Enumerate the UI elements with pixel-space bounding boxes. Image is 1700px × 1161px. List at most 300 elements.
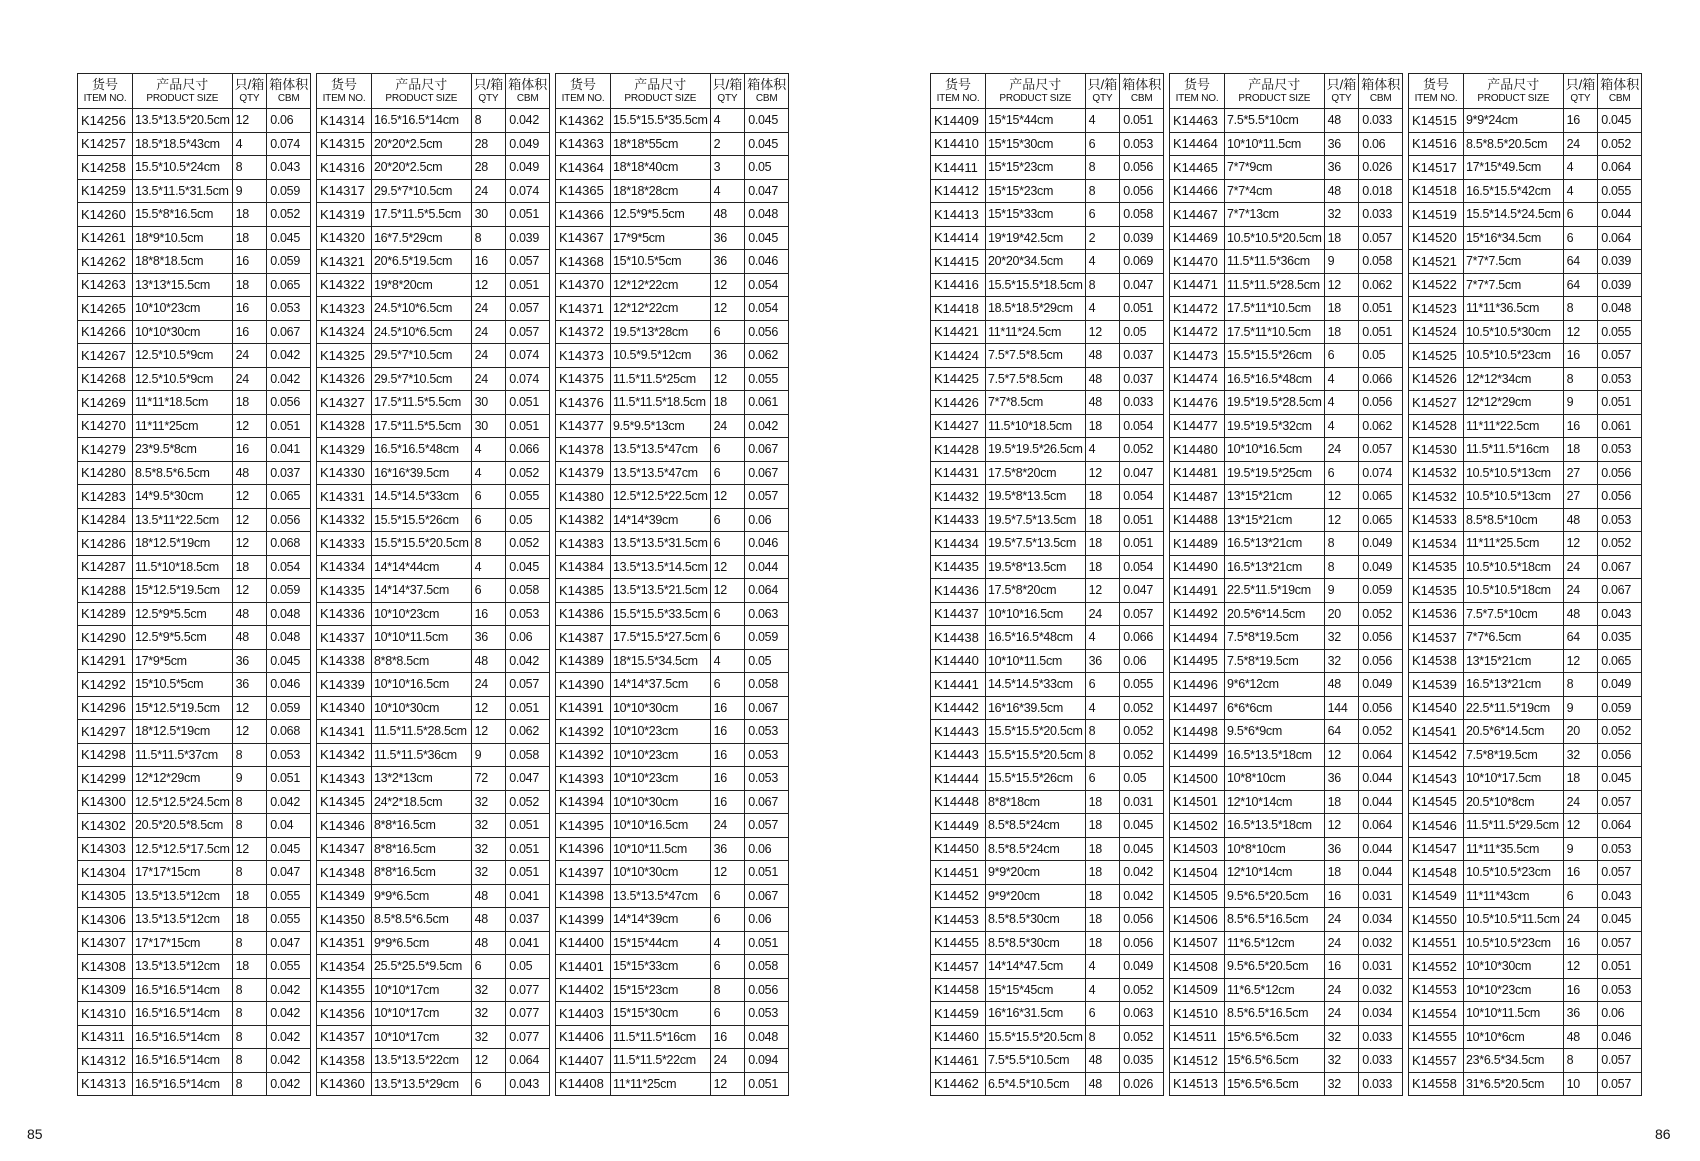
product-size-cell: 10*8*10cm — [1225, 837, 1325, 861]
product-size-cell: 15.5*15.5*26cm — [372, 508, 472, 532]
table-row — [1409, 132, 1642, 156]
item-no-cell: K14389 — [556, 649, 611, 673]
product-size-cell: 18*12.5*19cm — [133, 720, 233, 744]
item-no-header-cn: 货号 — [330, 77, 357, 92]
cbm-cell: 0.033 — [1359, 1049, 1403, 1073]
item-no-cell: K14466 — [1170, 179, 1225, 203]
item-no-cell: K14472 — [1170, 320, 1225, 344]
qty-header — [1563, 74, 1598, 109]
table-row — [1409, 485, 1642, 509]
cbm-cell: 0.06 — [1120, 649, 1164, 673]
qty-cell: 12 — [710, 861, 745, 885]
qty-cell: 4 — [1085, 438, 1120, 462]
product-size-cell: 11.5*11.5*16cm — [611, 1025, 711, 1049]
table-row — [1170, 273, 1403, 297]
cbm-cell: 0.043 — [1598, 884, 1642, 908]
table-row — [1409, 1002, 1642, 1026]
qty-cell: 4 — [1563, 156, 1598, 180]
item-no-cell: K14329 — [317, 438, 372, 462]
item-no-cell: K14448 — [931, 790, 986, 814]
cbm-cell: 0.045 — [506, 555, 550, 579]
product-size-cell: 10*10*23cm — [611, 767, 711, 791]
qty-cell: 8 — [1563, 673, 1598, 697]
product-size-cell: 11*11*22.5cm — [1464, 414, 1564, 438]
table-row — [556, 814, 789, 838]
qty-cell: 6 — [1324, 344, 1359, 368]
cbm-cell: 0.059 — [267, 250, 311, 274]
product-size-cell: 15.5*15.5*20.5cm — [986, 1025, 1086, 1049]
cbm-cell: 0.045 — [1598, 109, 1642, 133]
qty-cell: 16 — [1324, 884, 1359, 908]
cbm-cell: 0.042 — [267, 1072, 311, 1096]
item-no-cell: K14508 — [1170, 955, 1225, 979]
cbm-cell: 0.044 — [1359, 767, 1403, 791]
cbm-cell: 0.053 — [1598, 438, 1642, 462]
item-no-cell: K14509 — [1170, 978, 1225, 1002]
product-size-cell: 10*10*23cm — [611, 743, 711, 767]
item-no-cell: K14498 — [1170, 720, 1225, 744]
item-no-cell: K14350 — [317, 908, 372, 932]
item-no-cell: K14326 — [317, 367, 372, 391]
qty-cell: 8 — [1563, 297, 1598, 321]
qty-cell: 32 — [471, 814, 506, 838]
cbm-cell: 0.051 — [745, 1072, 789, 1096]
cbm-cell: 0.053 — [745, 720, 789, 744]
product-size-cell: 12*12*22cm — [611, 273, 711, 297]
cbm-cell: 0.053 — [745, 767, 789, 791]
qty-cell: 18 — [1085, 414, 1120, 438]
item-no-cell: K14325 — [317, 344, 372, 368]
item-no-cell: K14338 — [317, 649, 372, 673]
item-no-cell: K14390 — [556, 673, 611, 697]
table-row — [556, 767, 789, 791]
table-row — [931, 179, 1164, 203]
table-row — [556, 579, 789, 603]
item-no-cell: K14535 — [1409, 555, 1464, 579]
cbm-cell: 0.051 — [267, 414, 311, 438]
product-size-cell: 7.5*7.5*8.5cm — [986, 367, 1086, 391]
qty-cell: 18 — [1324, 790, 1359, 814]
cbm-cell: 0.052 — [1120, 696, 1164, 720]
qty-cell: 6 — [710, 626, 745, 650]
qty-cell: 18 — [1085, 884, 1120, 908]
table-row — [556, 485, 789, 509]
table-row — [78, 109, 311, 133]
item-no-cell: K14467 — [1170, 203, 1225, 227]
item-no-cell: K14257 — [78, 132, 133, 156]
product-size-cell: 7*7*13cm — [1225, 203, 1325, 227]
cbm-cell: 0.065 — [267, 485, 311, 509]
qty-cell: 18 — [232, 908, 267, 932]
cbm-header-cn: 箱体积 — [1122, 77, 1162, 92]
table-row — [1409, 203, 1642, 227]
product-size-cell: 7.5*5.5*10.5cm — [986, 1049, 1086, 1073]
item-no-cell: K14259 — [78, 179, 133, 203]
cbm-cell: 0.056 — [267, 508, 311, 532]
product-size-cell: 20*6.5*19.5cm — [372, 250, 472, 274]
product-size-cell: 18*15.5*34.5cm — [611, 649, 711, 673]
cbm-cell: 0.052 — [1598, 532, 1642, 556]
cbm-cell: 0.056 — [745, 320, 789, 344]
table-row — [78, 555, 311, 579]
product-size-cell: 17.5*8*20cm — [986, 461, 1086, 485]
cbm-cell: 0.069 — [1120, 250, 1164, 274]
cbm-cell: 0.074 — [1359, 461, 1403, 485]
product-size-cell: 16.5*13*21cm — [1225, 532, 1325, 556]
qty-cell: 36 — [232, 649, 267, 673]
cbm-cell: 0.058 — [1120, 203, 1164, 227]
table-row — [1409, 109, 1642, 133]
qty-cell: 48 — [1085, 1072, 1120, 1096]
item-no-cell: K14541 — [1409, 720, 1464, 744]
qty-cell: 24 — [710, 1049, 745, 1073]
cbm-cell: 0.058 — [745, 673, 789, 697]
qty-cell: 12 — [710, 579, 745, 603]
cbm-cell: 0.033 — [1359, 203, 1403, 227]
product-size-cell: 10.5*9.5*12cm — [611, 344, 711, 368]
item-no-cell: K14263 — [78, 273, 133, 297]
cbm-cell: 0.057 — [1120, 602, 1164, 626]
item-no-cell: K14410 — [931, 132, 986, 156]
product-size-cell: 9*9*6.5cm — [372, 884, 472, 908]
table-row — [1409, 367, 1642, 391]
cbm-cell: 0.064 — [1598, 814, 1642, 838]
product-size-cell: 17*17*15cm — [133, 861, 233, 885]
item-no-cell: K14332 — [317, 508, 372, 532]
table-row — [1409, 696, 1642, 720]
cbm-cell: 0.047 — [267, 861, 311, 885]
table-row — [931, 626, 1164, 650]
item-no-cell: K14327 — [317, 391, 372, 415]
table-row — [78, 579, 311, 603]
cbm-cell: 0.057 — [506, 297, 550, 321]
qty-cell: 12 — [1563, 320, 1598, 344]
cbm-header — [745, 74, 789, 109]
cbm-cell: 0.051 — [506, 861, 550, 885]
item-no-cell: K14385 — [556, 579, 611, 603]
qty-cell: 32 — [471, 837, 506, 861]
table-row — [1170, 250, 1403, 274]
item-no-cell: K14347 — [317, 837, 372, 861]
product-size-cell: 11*11*36.5cm — [1464, 297, 1564, 321]
product-size-cell: 17.5*11.5*5.5cm — [372, 414, 472, 438]
cbm-cell: 0.077 — [506, 978, 550, 1002]
product-size-cell: 7.5*7.5*8.5cm — [986, 344, 1086, 368]
table-row — [1409, 461, 1642, 485]
qty-cell: 8 — [1324, 532, 1359, 556]
product-size-cell: 11*11*24.5cm — [986, 320, 1086, 344]
item-no-cell: K14521 — [1409, 250, 1464, 274]
cbm-cell: 0.065 — [1359, 508, 1403, 532]
item-no-cell: K14427 — [931, 414, 986, 438]
qty-cell: 24 — [471, 320, 506, 344]
table-row — [931, 767, 1164, 791]
table-row — [931, 414, 1164, 438]
table-row — [1170, 673, 1403, 697]
product-size-cell: 19*8*20cm — [372, 273, 472, 297]
item-no-cell: K14313 — [78, 1072, 133, 1096]
cbm-cell: 0.042 — [267, 367, 311, 391]
cbm-cell: 0.052 — [1359, 720, 1403, 744]
item-no-cell: K14349 — [317, 884, 372, 908]
table-row — [1409, 532, 1642, 556]
cbm-cell: 0.044 — [1359, 861, 1403, 885]
table-row — [1409, 555, 1642, 579]
table-row — [931, 438, 1164, 462]
product-size-cell: 19*19*42.5cm — [986, 226, 1086, 250]
table-row — [317, 555, 550, 579]
product-size-cell: 24.5*10*6.5cm — [372, 320, 472, 344]
table-row — [1170, 790, 1403, 814]
qty-cell: 30 — [471, 414, 506, 438]
qty-cell: 6 — [1324, 461, 1359, 485]
table-row — [1170, 156, 1403, 180]
product-size-header-cn: 产品尺寸 — [634, 77, 687, 92]
item-no-header-en: ITEM NO. — [936, 93, 980, 104]
table-row — [1170, 1049, 1403, 1073]
product-size-cell: 15*16*34.5cm — [1464, 226, 1564, 250]
item-no-cell: K14324 — [317, 320, 372, 344]
qty-cell: 18 — [1324, 297, 1359, 321]
item-no-cell: K14434 — [931, 532, 986, 556]
product-size-cell: 10*10*17cm — [372, 1002, 472, 1026]
item-no-cell: K14415 — [931, 250, 986, 274]
qty-cell: 27 — [1563, 485, 1598, 509]
product-size-cell: 8.5*8.5*20.5cm — [1464, 132, 1564, 156]
item-no-cell: K14401 — [556, 955, 611, 979]
item-no-cell: K14487 — [1170, 485, 1225, 509]
cbm-cell: 0.05 — [1120, 320, 1164, 344]
item-no-cell: K14403 — [556, 1002, 611, 1026]
qty-cell: 8 — [1085, 273, 1120, 297]
item-no-cell: K14348 — [317, 861, 372, 885]
cbm-cell: 0.047 — [506, 767, 550, 791]
qty-cell: 18 — [232, 273, 267, 297]
table-row — [78, 931, 311, 955]
cbm-cell: 0.067 — [267, 320, 311, 344]
product-size-cell: 12*10*14cm — [1225, 790, 1325, 814]
table-row — [931, 908, 1164, 932]
cbm-cell: 0.057 — [745, 485, 789, 509]
qty-cell: 36 — [1563, 1002, 1598, 1026]
table-row — [1409, 1025, 1642, 1049]
product-size-cell: 15.5*10.5*24cm — [133, 156, 233, 180]
table-row — [317, 908, 550, 932]
qty-cell: 18 — [1085, 532, 1120, 556]
product-size-cell: 22.5*11.5*19cm — [1225, 579, 1325, 603]
qty-cell: 48 — [471, 884, 506, 908]
cbm-cell: 0.063 — [745, 602, 789, 626]
item-no-cell: K14373 — [556, 344, 611, 368]
product-size-cell: 17.5*11*10.5cm — [1225, 297, 1325, 321]
product-table — [555, 73, 789, 1096]
qty-cell: 36 — [710, 837, 745, 861]
qty-cell: 12 — [232, 109, 267, 133]
table-row — [317, 179, 550, 203]
product-size-cell: 11*11*25cm — [133, 414, 233, 438]
table-row — [1170, 414, 1403, 438]
product-size-cell: 18*18*40cm — [611, 156, 711, 180]
cbm-cell: 0.043 — [1598, 602, 1642, 626]
item-no-cell: K14465 — [1170, 156, 1225, 180]
table-row — [317, 814, 550, 838]
item-no-header — [78, 74, 133, 109]
cbm-cell: 0.057 — [1598, 344, 1642, 368]
cbm-cell: 0.042 — [1120, 861, 1164, 885]
item-no-cell: K14395 — [556, 814, 611, 838]
cbm-cell: 0.055 — [1598, 320, 1642, 344]
qty-cell: 2 — [1085, 226, 1120, 250]
qty-cell: 12 — [1324, 485, 1359, 509]
table-row — [1409, 626, 1642, 650]
table-row — [556, 743, 789, 767]
qty-cell: 48 — [1085, 344, 1120, 368]
item-no-cell: K14302 — [78, 814, 133, 838]
qty-cell: 16 — [1324, 955, 1359, 979]
cbm-cell: 0.031 — [1120, 790, 1164, 814]
item-no-cell: K14554 — [1409, 1002, 1464, 1026]
table-row — [1409, 955, 1642, 979]
table-row — [1409, 767, 1642, 791]
product-size-cell: 16.5*13*21cm — [1464, 673, 1564, 697]
item-no-cell: K14474 — [1170, 367, 1225, 391]
table-row — [78, 861, 311, 885]
qty-cell: 8 — [471, 532, 506, 556]
product-size-cell: 14*14*47.5cm — [986, 955, 1086, 979]
item-no-cell: K14540 — [1409, 696, 1464, 720]
cbm-cell: 0.045 — [745, 109, 789, 133]
cbm-cell: 0.051 — [1120, 297, 1164, 321]
product-size-cell: 10*10*11.5cm — [986, 649, 1086, 673]
item-no-cell: K14363 — [556, 132, 611, 156]
item-no-cell: K14297 — [78, 720, 133, 744]
qty-cell: 8 — [232, 790, 267, 814]
product-size-cell: 15*6.5*6.5cm — [1225, 1025, 1325, 1049]
item-no-header-cn: 货号 — [1183, 77, 1210, 92]
table-row — [1170, 931, 1403, 955]
item-no-cell: K14418 — [931, 297, 986, 321]
item-no-cell: K14428 — [931, 438, 986, 462]
cbm-cell: 0.056 — [1359, 626, 1403, 650]
qty-cell: 8 — [232, 1025, 267, 1049]
product-size-cell: 14*14*39cm — [611, 908, 711, 932]
product-size-cell: 11.5*11.5*29.5cm — [1464, 814, 1564, 838]
table-row — [78, 438, 311, 462]
qty-cell: 64 — [1563, 273, 1598, 297]
item-no-cell: K14339 — [317, 673, 372, 697]
item-no-header — [556, 74, 611, 109]
product-size-cell: 11.5*11.5*28.5cm — [1225, 273, 1325, 297]
table-row — [1170, 532, 1403, 556]
cbm-cell: 0.047 — [267, 931, 311, 955]
cbm-header — [1359, 74, 1403, 109]
table-row — [1170, 508, 1403, 532]
cbm-cell: 0.067 — [745, 696, 789, 720]
qty-cell: 18 — [1085, 931, 1120, 955]
table-row — [1409, 814, 1642, 838]
qty-cell: 4 — [471, 555, 506, 579]
qty-cell: 24 — [1085, 602, 1120, 626]
item-no-cell: K14505 — [1170, 884, 1225, 908]
product-size-cell: 9.5*9.5*13cm — [611, 414, 711, 438]
item-no-cell: K14335 — [317, 579, 372, 603]
qty-header-cn: 只/箱 — [1087, 77, 1118, 92]
table-row — [317, 743, 550, 767]
table-row — [556, 438, 789, 462]
qty-cell: 48 — [1085, 367, 1120, 391]
qty-cell: 18 — [1085, 485, 1120, 509]
product-size-cell: 12.5*12.5*17.5cm — [133, 837, 233, 861]
item-no-cell: K14530 — [1409, 438, 1464, 462]
cbm-cell: 0.043 — [267, 156, 311, 180]
table-row — [931, 602, 1164, 626]
table-header-row — [1170, 74, 1403, 109]
item-no-cell: K14458 — [931, 978, 986, 1002]
table-row — [78, 908, 311, 932]
product-size-cell: 16.5*13.5*18cm — [1225, 743, 1325, 767]
product-size-cell: 9*9*20cm — [986, 884, 1086, 908]
cbm-cell: 0.066 — [506, 438, 550, 462]
item-no-cell: K14532 — [1409, 485, 1464, 509]
qty-cell: 144 — [1324, 696, 1359, 720]
product-table — [77, 73, 311, 1096]
item-no-cell: K14435 — [931, 555, 986, 579]
product-size-cell: 10.5*10.5*18cm — [1464, 579, 1564, 603]
item-no-cell: K14523 — [1409, 297, 1464, 321]
qty-cell: 8 — [232, 1049, 267, 1073]
item-no-cell: K14314 — [317, 109, 372, 133]
qty-cell: 18 — [1085, 837, 1120, 861]
table-row — [556, 1002, 789, 1026]
qty-cell: 18 — [1085, 908, 1120, 932]
cbm-cell: 0.054 — [1120, 414, 1164, 438]
cbm-cell: 0.06 — [745, 508, 789, 532]
item-no-cell: K14262 — [78, 250, 133, 274]
qty-cell: 6 — [710, 955, 745, 979]
product-size-header — [372, 74, 472, 109]
item-no-cell: K14337 — [317, 626, 372, 650]
cbm-cell: 0.041 — [267, 438, 311, 462]
table-row — [1409, 790, 1642, 814]
product-size-cell: 11.5*10*18.5cm — [986, 414, 1086, 438]
qty-cell: 8 — [1085, 1025, 1120, 1049]
qty-cell: 18 — [232, 226, 267, 250]
qty-cell: 24 — [710, 814, 745, 838]
table-row — [931, 367, 1164, 391]
table-row — [1170, 1002, 1403, 1026]
product-size-cell: 16.5*16.5*14cm — [133, 1049, 233, 1073]
qty-cell: 6 — [1085, 132, 1120, 156]
product-size-cell: 11.5*11.5*22cm — [611, 1049, 711, 1073]
table-row — [78, 156, 311, 180]
table-row — [556, 861, 789, 885]
cbm-cell: 0.077 — [506, 1002, 550, 1026]
table-row — [1170, 696, 1403, 720]
table-row — [931, 1002, 1164, 1026]
item-no-cell: K14298 — [78, 743, 133, 767]
item-no-cell: K14534 — [1409, 532, 1464, 556]
cbm-header-en: CBM — [516, 93, 539, 104]
product-size-cell: 15*15*30cm — [986, 132, 1086, 156]
qty-cell: 32 — [471, 1002, 506, 1026]
qty-cell: 24 — [1563, 579, 1598, 603]
cbm-cell: 0.05 — [506, 955, 550, 979]
cbm-cell: 0.048 — [267, 602, 311, 626]
cbm-cell: 0.052 — [1359, 602, 1403, 626]
product-size-cell: 15*10.5*5cm — [133, 673, 233, 697]
qty-cell: 32 — [471, 1025, 506, 1049]
table-row — [931, 696, 1164, 720]
